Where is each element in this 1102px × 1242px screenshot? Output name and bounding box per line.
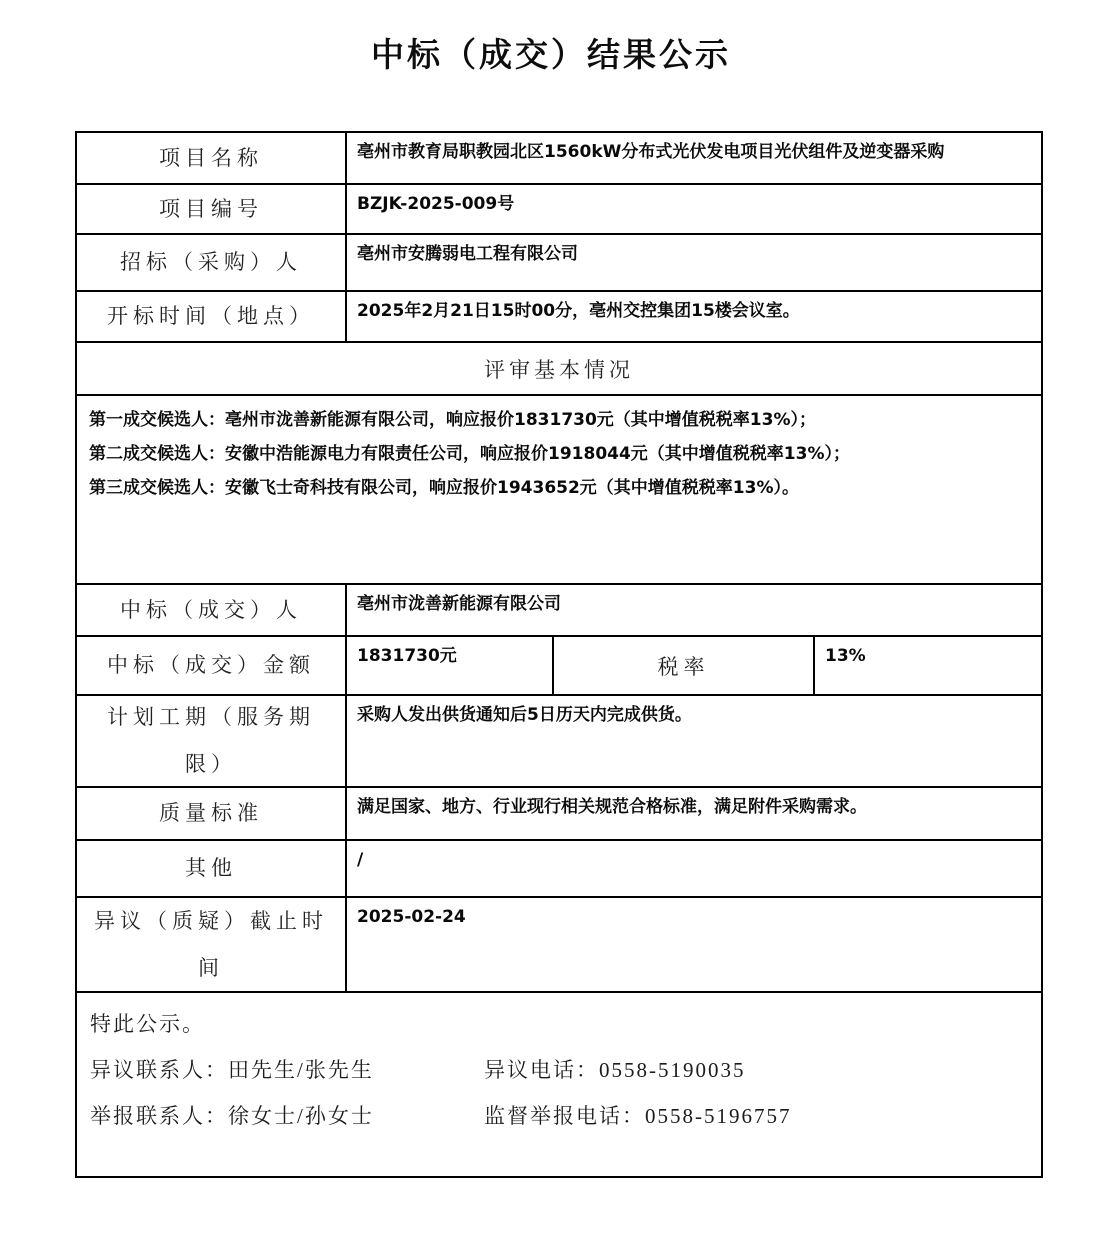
report-contact — [90, 1093, 484, 1139]
objection-phone-label: 异议电话： — [484, 1058, 599, 1082]
objection-contact-label: 异议联系人： — [90, 1058, 228, 1082]
tax-rate-value: 13% — [825, 646, 866, 666]
schedule-label: 计划工期（服务期限） — [77, 696, 347, 786]
objection-contact-value: 田先生/张先生 — [228, 1058, 374, 1082]
candidate-line-2: 第二成交候选人：安徽中浩能源电力有限责任公司，响应报价1918044元（其中增值税税率13%）； — [89, 444, 850, 464]
bid-opening-label: 开标时间（地点） — [77, 292, 347, 341]
row-evaluation-header — [77, 343, 1041, 396]
footer-objection-line — [90, 1047, 1028, 1093]
purchaser-value: 亳州市安腾弱电工程有限公司 — [357, 244, 578, 264]
quality-label: 质量标准 — [77, 788, 347, 839]
footer-notice: 特此公示。 — [90, 1012, 205, 1036]
winner-label: 中标（成交）人 — [77, 585, 347, 635]
row-bid-opening — [77, 292, 1041, 343]
tax-rate-label: 税率 — [554, 637, 815, 694]
bid-result-table — [75, 131, 1043, 1178]
schedule-value: 采购人发出供货通知后5日历天内完成供货。 — [357, 705, 692, 725]
row-quality — [77, 788, 1041, 841]
project-name-value: 亳州市教育局职教园北区1560kW分布式光伏发电项目光伏组件及逆变器采购 — [357, 142, 945, 162]
row-objection-deadline — [77, 898, 1041, 993]
row-project-no — [77, 185, 1041, 235]
row-schedule — [77, 696, 1041, 788]
row-candidates — [77, 396, 1041, 585]
amount-label: 中标（成交）金额 — [77, 637, 347, 694]
purchaser-label: 招标（采购）人 — [77, 235, 347, 290]
project-no-label: 项目编号 — [77, 185, 347, 233]
footer-cell — [77, 993, 1041, 1176]
report-phone — [484, 1104, 792, 1128]
objection-phone-value: 0558-5190035 — [599, 1058, 746, 1082]
footer-report-line — [90, 1093, 1028, 1139]
other-label: 其他 — [77, 841, 347, 896]
objection-deadline-value: 2025-02-24 — [357, 907, 466, 927]
amount-value: 1831730元 — [347, 637, 554, 694]
candidate-line-3: 第三成交候选人：安徽飞士奇科技有限公司，响应报价1943652元（其中增值税税率13%）。 — [89, 478, 799, 498]
report-phone-value: 0558-5196757 — [645, 1104, 792, 1128]
report-phone-label: 监督举报电话： — [484, 1104, 645, 1128]
report-contact-value: 徐女士/孙女士 — [228, 1104, 374, 1128]
row-purchaser — [77, 235, 1041, 292]
project-name-label: 项目名称 — [77, 133, 347, 183]
bid-opening-value: 2025年2月21日15时00分，亳州交控集团15楼会议室。 — [357, 301, 800, 321]
row-footer — [77, 993, 1041, 1176]
objection-deadline-label: 异议（质疑）截止时间 — [77, 898, 347, 991]
winner-value: 亳州市泷善新能源有限公司 — [357, 594, 561, 614]
row-other — [77, 841, 1041, 898]
candidate-line-1: 第一成交候选人：亳州市泷善新能源有限公司，响应报价1831730元（其中增值税税率13%）； — [89, 410, 816, 430]
other-value: / — [357, 850, 364, 870]
objection-phone — [484, 1058, 746, 1082]
evaluation-section-header: 评审基本情况 — [484, 357, 634, 382]
objection-contact — [90, 1047, 484, 1093]
row-amount — [77, 637, 1041, 696]
row-winner — [77, 585, 1041, 637]
row-project-name — [77, 133, 1041, 185]
quality-value: 满足国家、地方、行业现行相关规范合格标准，满足附件采购需求。 — [357, 797, 867, 817]
document-title: 中标（成交）结果公示 — [371, 38, 731, 74]
document-page — [0, 36, 1102, 1242]
candidates-cell — [77, 396, 1041, 583]
project-no-value: BZJK-2025-009号 — [357, 194, 515, 214]
report-contact-label: 举报联系人： — [90, 1104, 228, 1128]
